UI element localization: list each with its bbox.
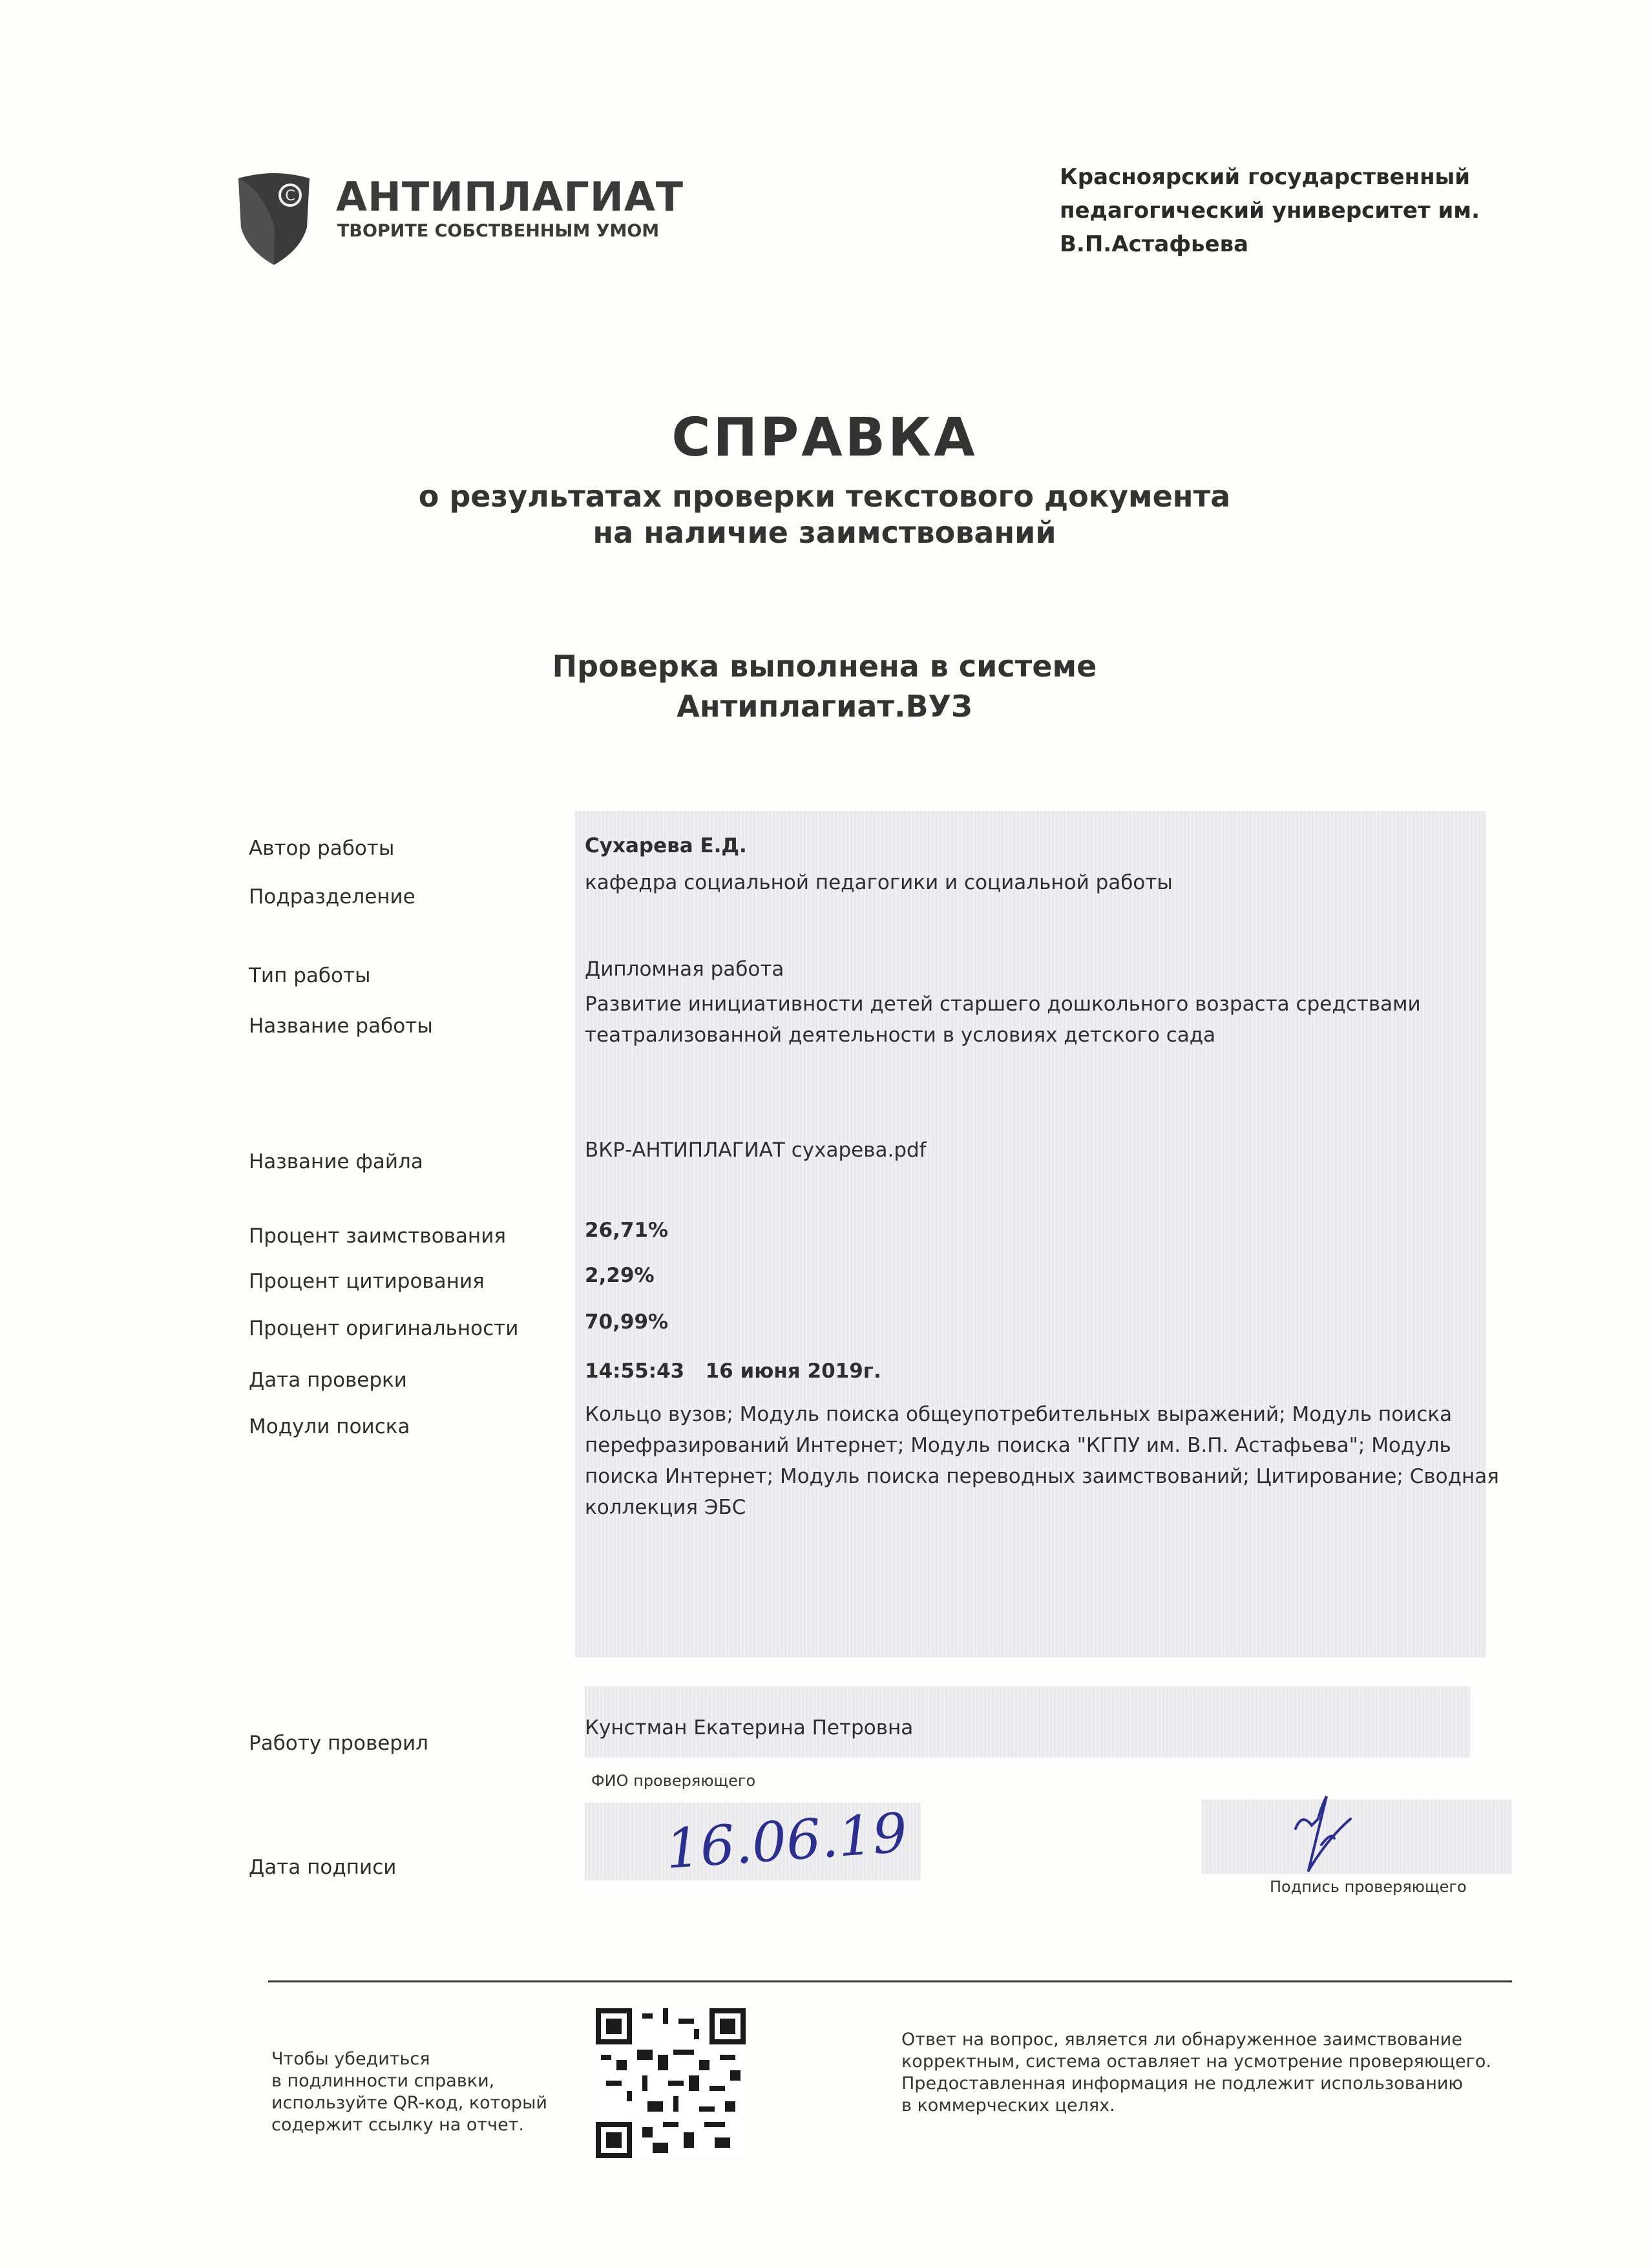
search-modules-line: коллекция ЭБС	[585, 1496, 746, 1519]
originality-percent-label: Процент оригинальности	[249, 1317, 519, 1340]
department-label: Подразделение	[249, 885, 415, 908]
work-title-value	[585, 989, 1421, 1051]
search-modules-line: перефразирований Интернет; Модуль поиска "КГПУ им. В.П. Астафьева"; Модуль	[585, 1434, 1451, 1457]
system-line: Проверка выполнена в системе	[552, 649, 1097, 684]
file-name-value: ВКР-АНТИПЛАГИАТ сухарева.pdf	[585, 1139, 927, 1162]
borrowing-percent-label: Процент заимствования	[249, 1224, 506, 1248]
file-name-label: Название файла	[249, 1150, 423, 1173]
originality-percent-value: 70,99%	[585, 1310, 669, 1334]
disclaimer-line: корректным, система оставляет на усмотрение проверяющего.	[901, 2052, 1491, 2072]
university-line: В.П.Астафьева	[1060, 231, 1249, 257]
check-date-value: 14:55:43 16 июня 2019г.	[585, 1360, 881, 1383]
work-type-value: Дипломная работа	[585, 958, 784, 981]
footer-divider	[268, 1980, 1512, 1982]
search-modules-label: Модули поиска	[249, 1415, 410, 1438]
borrowing-percent-value: 26,71%	[585, 1219, 669, 1242]
work-title-label: Название работы	[249, 1014, 433, 1038]
check-date-label: Дата проверки	[249, 1369, 407, 1392]
disclaimer-line: Ответ на вопрос, является ли обнаруженное заимствование	[901, 2030, 1462, 2050]
system-info	[0, 646, 1649, 726]
disclaimer-line: в коммерческих целях.	[901, 2095, 1115, 2116]
signature-caption: Подпись проверяющего	[1270, 1878, 1467, 1896]
department-value: кафедра социальной педагогики и социальной работы	[585, 871, 1173, 894]
university-line: Красноярский государственный	[1060, 164, 1471, 190]
system-line: Антиплагиат.ВУЗ	[677, 689, 972, 724]
qr-note-line: содержит ссылку на отчет.	[271, 2115, 524, 2135]
qr-note-line: в подлинности справки,	[271, 2071, 495, 2091]
svg-text:C: C	[285, 188, 295, 204]
document-subtitle	[0, 478, 1649, 551]
disclaimer	[901, 2029, 1491, 2117]
logo-title: АНТИПЛАГИАТ	[336, 173, 684, 220]
results-panel	[575, 811, 1486, 1657]
search-modules-line: поиска Интернет; Модуль поиска переводных заимствований; Цитирование; Сводная	[585, 1465, 1499, 1488]
checker-label: Работу проверил	[249, 1732, 428, 1755]
qr-note	[271, 2048, 547, 2136]
subtitle-line: на наличие заимствований	[593, 515, 1056, 550]
checker-name: Кунстман Екатерина Петровна	[585, 1716, 914, 1739]
author-value: Сухарева Е.Д.	[585, 834, 747, 857]
qr-note-line: Чтобы убедиться	[271, 2049, 430, 2069]
qr-note-line: используйте QR-код, который	[271, 2093, 547, 2113]
university-name	[1060, 160, 1480, 261]
antiplagiat-shield-logo-icon	[236, 169, 312, 266]
signature-icon	[1283, 1793, 1373, 1877]
search-modules-line: Кольцо вузов; Модуль поиска общеупотребительных выражений; Модуль поиска	[585, 1403, 1453, 1426]
logo-tagline: ТВОРИТЕ СОБСТВЕННЫМ УМОМ	[337, 221, 660, 241]
subtitle-line: о результатах проверки текстового документа	[418, 479, 1231, 514]
checker-name-caption: ФИО проверяющего	[591, 1772, 756, 1790]
citation-percent-label: Процент цитирования	[249, 1270, 485, 1293]
work-type-label: Тип работы	[249, 964, 371, 987]
search-modules-value	[585, 1399, 1499, 1523]
signature-date-label: Дата подписи	[249, 1856, 397, 1879]
university-line: педагогический университет им.	[1060, 198, 1480, 224]
work-title-line: Развитие инициативности детей старшего дошкольного возраста средствами	[585, 992, 1421, 1016]
author-label: Автор работы	[249, 837, 395, 860]
document-title: СПРАВКА	[671, 407, 978, 468]
disclaimer-line: Предоставленная информация не подлежит использованию	[901, 2074, 1464, 2094]
citation-percent-value: 2,29%	[585, 1264, 655, 1287]
work-title-line: театрализованной деятельности в условиях детского сада	[585, 1024, 1216, 1047]
handwritten-date: 16.06.19	[664, 1801, 910, 1881]
qr-code-icon[interactable]	[596, 2008, 746, 2158]
